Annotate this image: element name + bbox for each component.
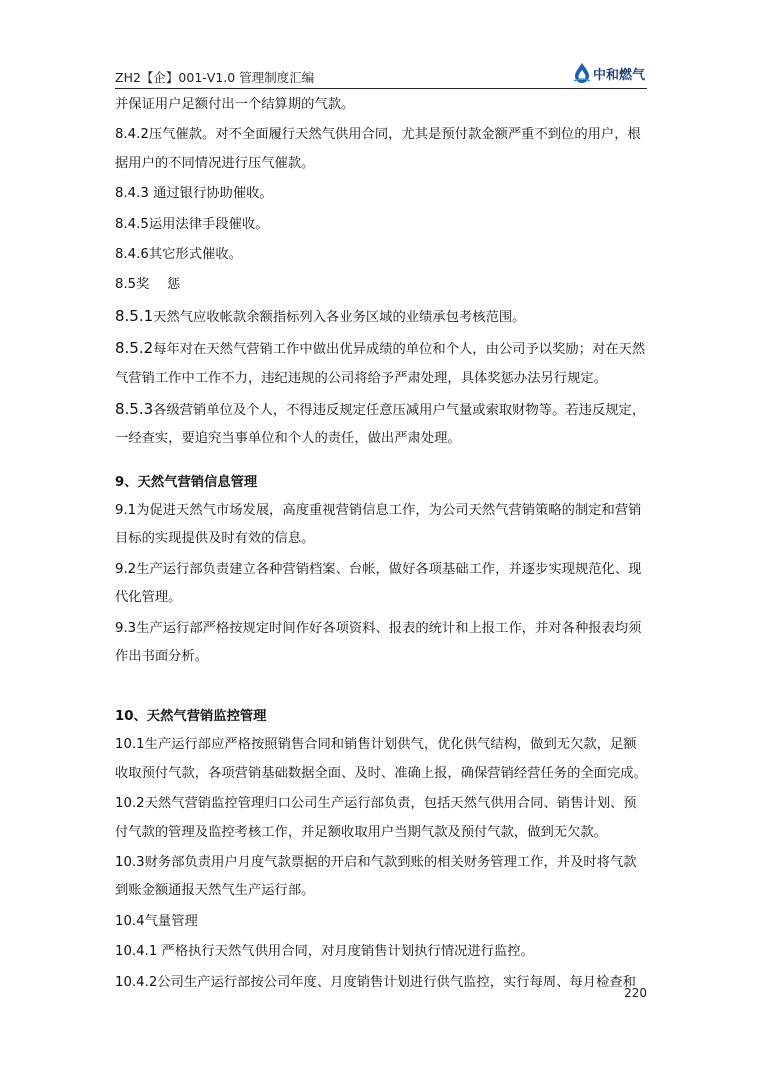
paragraph-text: 财务部负责用户月度气款票据的开启和气款到账的相关财务管理工作，并及时将气款到账金额通报天然气生产运行部。 [115,854,637,899]
paragraph-number: 8.4.5 [115,216,149,232]
paragraph-8-5-3 [115,395,647,454]
paragraph-text: 生产运行部应严格按照销售合同和销售计划供气，优化供气结构，做到无欠款，足额收取预付气款，各项营销基础数据全面、及时、准确上报，确保营销经营任务的全面完成。 [115,737,647,781]
company-logo [573,62,645,84]
paragraph-text: 生产运行部负责建立各种营销档案、台帐，做好各项基础工作，并逐步实现规范化、现代化管理。 [115,561,642,606]
paragraph-10-1 [115,731,647,788]
paragraph-text: 天然气应收帐款余额指标列入各业务区域的业绩承包考核范围。 [153,309,526,325]
paragraph-9-3 [115,615,647,672]
paragraph-9-2 [115,556,647,613]
paragraph-text: 公司生产运行部按公司年度、月度销售计划进行供气监控，实行每周、每月检查和 [157,974,636,990]
paragraph-text: 其它形式催收。 [148,247,242,263]
paragraph [115,91,647,119]
section-heading-10: 10、天然气营销监控管理 [115,709,267,725]
paragraph-text: 奖 惩 [136,277,181,293]
paragraph-text: 天然气营销监控管理归口公司生产运行部负责，包括天然气供用合同、销售计划、预付气款的管理及监控考核工作，并足额收取用户当期气款及预付气款，做到无欠款。 [115,796,637,840]
paragraph-number: 10.2 [115,796,145,812]
paragraph-text: 气量管理 [144,913,198,929]
flame-drop-icon [573,62,591,84]
logo-text: 中和燃气 [592,67,645,83]
paragraph-text: 通过银行协助催收。 [148,186,273,202]
paragraph-number: 9.3 [115,620,137,636]
paragraph-text: 生产运行部严格按规定时间作好各项资料、报表的统计和上报工作，并对各种报表均须作出书面分析。 [115,620,642,664]
paragraph-8-5-2 [115,334,647,393]
paragraph-8-5 [115,271,647,299]
paragraph-10-2 [115,790,647,847]
paragraph-10-3 [115,849,647,906]
paragraph-9-1 [115,497,647,554]
paragraph-number: 8.4.3 [115,186,149,202]
paragraph-number: 10.4.1 [115,944,158,960]
paragraph-number: 10.4 [115,913,145,929]
paragraph-text: 各级营销单位及个人，不得违反规定任意压减用户气量或索取财物等。若违反规定，一经查实，要追究当事单位和个人的责任，做出严肃处理。 [115,403,646,447]
page-number: 220 [624,986,647,1000]
section-heading-9: 9、天然气营销信息管理 [115,474,258,490]
paragraph-8-4-2 [115,121,647,178]
paragraph-number: 8.5.2 [115,339,154,358]
paragraph-10-4-1 [115,938,647,966]
paragraph-text: 为促进天然气市场发展，高度重视营销信息工作，为公司天然气营销策略的制定和营销目标的实现提供及时有效的信息。 [115,502,642,547]
paragraph-text: 每年对在天然气营销工作中做出优异成绩的单位和个人，由公司予以奖励；对在天然气营销工作中工作不力，违纪违规的公司将给予严肃处理，具体奖惩办法另行规定。 [115,342,646,386]
paragraph-number: 8.5.1 [115,306,154,325]
paragraph-number: 10.3 [115,854,145,870]
paragraph-text: 并保证用户足额付出一个结算期的气款。 [115,97,355,112]
paragraph-number: 9.1 [115,502,137,518]
document-body [115,91,647,999]
paragraph-number: 10.1 [115,737,145,753]
paragraph-text: 压气催款。对不全面履行天然气供用合同，尤其是预付款金额严重不到位的用户，根据用户的不同情况进行压气催款。 [115,127,641,171]
paragraph-number: 10.4.2 [115,974,158,990]
paragraph-number: 8.4.6 [115,247,149,263]
paragraph-text: 严格执行天然气供用合同，对月度销售计划执行情况进行监控。 [157,944,534,960]
paragraph-8-4-5 [115,211,647,239]
paragraph-number: 8.4.2 [115,127,149,143]
paragraph-10-4-2 [115,969,647,997]
paragraph-number: 8.5.3 [115,400,154,419]
page-header [115,62,647,89]
paragraph-number: 8.5 [115,277,137,293]
paragraph-text: 运用法律手段催收。 [148,216,269,232]
paragraph-8-4-3 [115,180,647,208]
paragraph-8-5-1 [115,302,647,332]
document-title: ZH2【企】001-V1.0 管理制度汇编 [115,70,315,85]
paragraph-8-4-6 [115,241,647,269]
paragraph-number: 9.2 [115,561,137,577]
paragraph-10-4 [115,908,647,936]
